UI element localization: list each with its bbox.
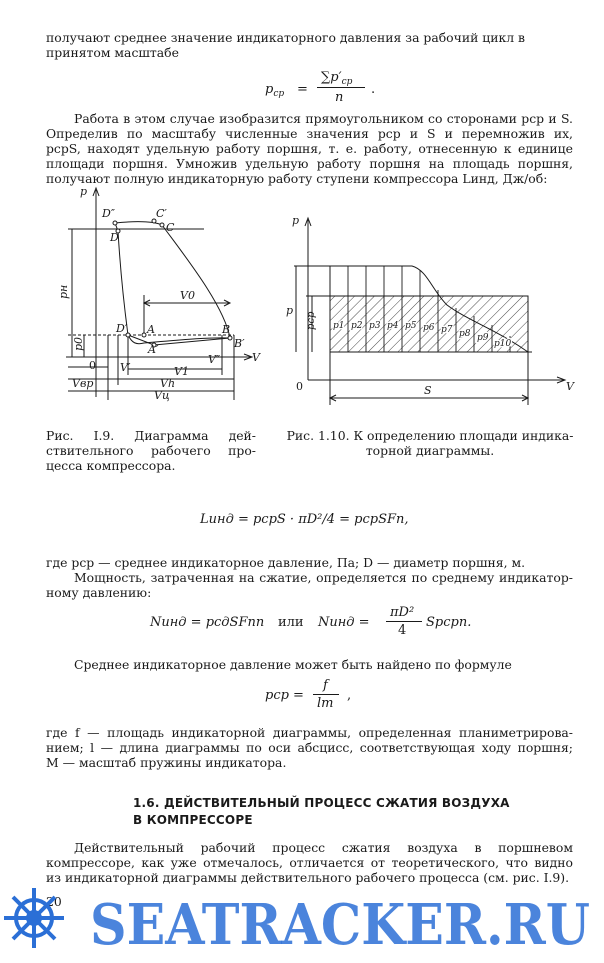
pcp-dim-label: pср xyxy=(306,311,317,330)
p-dim-label: p xyxy=(286,304,294,317)
page-number: 20 xyxy=(46,894,62,909)
text-line: компрессоре, как уже отмечалось, отличается от теоретического, что видно xyxy=(46,855,573,870)
text-line: M — масштаб пружины индикатора. xyxy=(46,755,287,770)
strip-label: p10 xyxy=(494,339,512,349)
axis-v-label: V xyxy=(252,351,260,364)
axis-v-label: V xyxy=(566,380,574,393)
text-line: pсрS, находят удельную работу поршня, т. е. работу, отнесенную к единице xyxy=(46,141,573,156)
text-line: получают полную индикаторную работу ступени компрессора Lинд, Дж/об: xyxy=(46,171,548,186)
point-label: C′ xyxy=(156,207,167,220)
strip-label: p9 xyxy=(477,333,489,343)
figure-1-9-caption xyxy=(46,428,256,473)
point-label: A xyxy=(147,323,155,336)
strip-label: p2 xyxy=(351,321,363,331)
text-line: из индикаторной диаграммы действительного рабочего процесса (см. рис. I.9). xyxy=(46,870,570,885)
heading-line: В КОМПРЕССОРЕ xyxy=(133,813,253,827)
point-label: D xyxy=(110,231,119,244)
formula-mean-pressure: $p_{ср}$ = $\sum p'_{ср}$ n . xyxy=(265,70,376,105)
figure-1-9-diagram xyxy=(44,185,266,413)
dim-label-vbp: Vвр xyxy=(72,377,94,390)
section-heading xyxy=(133,795,510,829)
text-line: Действительный рабочий процесс сжатия воздуха в поршневом xyxy=(74,840,573,855)
strip-label: p5 xyxy=(405,321,417,331)
dim-label-v1: V′ xyxy=(120,361,131,374)
strip-label: p7 xyxy=(441,325,453,335)
axis-p-label: p xyxy=(80,185,88,198)
caption-line: Рис. I.9. Диаграмма дей- xyxy=(46,428,256,443)
text-line: Работа в этом случае изобразится прямоугольником со сторонами pср и S. xyxy=(74,111,573,126)
point-label: B xyxy=(222,323,231,336)
origin-label: 0 xyxy=(89,359,96,372)
point-label: B′ xyxy=(234,337,245,350)
ship-wheel-icon xyxy=(4,888,64,948)
text-line: Определив по масштабу численные значения pср и S и перемножив их, xyxy=(46,126,573,141)
origin-label: 0 xyxy=(296,380,303,393)
dim-label-vc: Vц xyxy=(154,389,170,402)
text-line: площади поршня. Умножив удельную работу поршня на площадь поршня, xyxy=(46,156,573,171)
strip-label: p8 xyxy=(459,329,471,339)
dim-label-v2: V″ xyxy=(208,353,221,366)
caption-line: ствительного рабочего про- xyxy=(46,443,256,458)
s-dim-label: S xyxy=(424,384,432,397)
formula-indicator-work: Lинд = pсрS · πD²/4 = pсрSFп, xyxy=(200,512,409,527)
point-label: C xyxy=(166,221,175,234)
watermark-text: SEATRACKER.RU xyxy=(90,892,590,958)
dim-label-v0: V0 xyxy=(180,289,195,302)
strip-label: p1 xyxy=(333,321,345,331)
caption-line: Рис. 1.10. К определению площади индика- xyxy=(286,428,574,443)
text-line: ному давлению: xyxy=(46,585,152,600)
figure-1-10-diagram xyxy=(282,210,582,410)
formula-mean-pressure-planimeter: pср = f lm , xyxy=(265,678,352,711)
dim-label-p0: p0 xyxy=(72,336,85,351)
paragraph-top: получают среднее значение индикаторного давления за рабочий цикл в принятом масштабе xyxy=(46,30,526,60)
dim-label-pn: pн xyxy=(57,284,70,299)
strip-label: p4 xyxy=(387,321,399,331)
dim-label-v1b: V1 xyxy=(174,365,189,378)
caption-line: торной диаграммы. xyxy=(365,443,495,458)
formula-power: Nинд = pсдSFпn или Nинд = πD² 4 Spсрn. xyxy=(150,605,472,638)
watermark xyxy=(0,880,604,963)
figure-1-10-caption xyxy=(284,428,576,458)
axis-p-label: p xyxy=(292,214,300,227)
heading-line: 1.6. ДЕЙСТВИТЕЛЬНЫЙ ПРОЦЕСС СЖАТИЯ ВОЗДУХА xyxy=(133,796,510,810)
point-label: A′ xyxy=(148,343,159,356)
dim-label-vh: Vh xyxy=(160,377,176,390)
strip-label: p3 xyxy=(369,321,381,331)
strip-label: p6 xyxy=(423,323,435,333)
point-label: D″ xyxy=(102,207,115,220)
point-label: D′ xyxy=(116,322,128,335)
text-line: где f — площадь индикаторной диаграммы, определенная планиметрирова- xyxy=(46,725,573,740)
text-line: нием; l — длина диаграммы по оси абсцисс, соответствующая ходу поршня; xyxy=(46,740,573,755)
text-line: Среднее индикаторное давление может быть найдено по формуле xyxy=(74,657,512,672)
text-line: Мощность, затраченная на сжатие, определяется по среднему индикатор- xyxy=(74,570,573,585)
caption-line: цесса компрессора. xyxy=(46,458,176,473)
text-line: где pср — среднее индикаторное давление, Па; D — диаметр поршня, м. xyxy=(46,555,526,570)
